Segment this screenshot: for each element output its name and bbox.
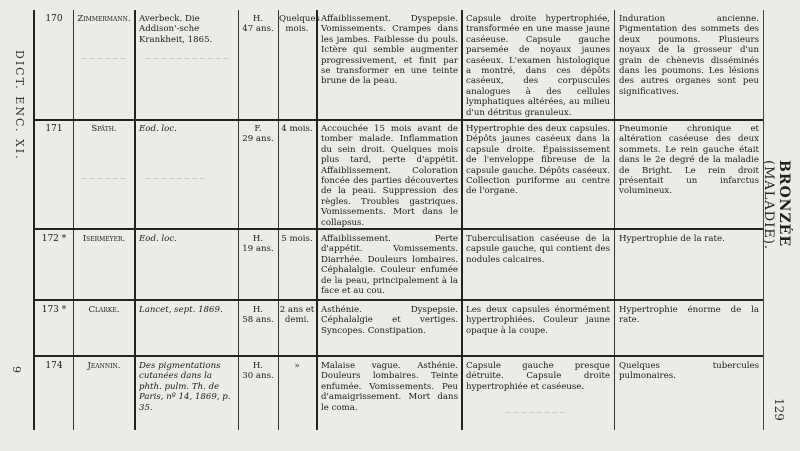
patient-sex: F.: [254, 124, 262, 134]
bleed-through: ~~~~~~: [81, 174, 128, 183]
symptoms: Asthénie. Dyspepsie. Céphalalgie et vertiges. Syncopes. Constipation.: [321, 305, 458, 336]
patient-name: Clarke.: [88, 305, 120, 315]
symptoms: Affaiblissement. Perte d'appétit. Vomissements. Diarrhée. Douleurs lombaires. Céphalalgie. Couleur enfumée de la peau, principalement à la face et au cou.: [321, 234, 458, 297]
disease-duration: 4 mois.: [281, 124, 313, 134]
case-number: 174: [45, 361, 63, 371]
column-rule: [238, 10, 239, 430]
disease-duration: 2 ans et demi.: [279, 305, 315, 326]
bleed-through: ~~~~~~~~: [505, 408, 567, 417]
patient-sex: H.: [252, 234, 264, 244]
source-reference: Eod. loc.: [139, 234, 177, 244]
patient-name: Jeannin.: [87, 361, 121, 371]
symptoms: Accouchée 15 mois avant de tomber malade. Inflammation du sein droit. Quelques mois plus tard, perte d'appétit. Affaiblissement. Coloration foncée des parties découvertes de la peau. Suppression des règles. Troubles gastriques. Vomissements. Mort dans le collapsus.: [321, 124, 458, 228]
patient-age: 47 ans.: [242, 24, 274, 34]
other-lesions: Pneumonie chronique et altération caséeuse des deux sommets. Le rein gauche était dans le 2e degré de la maladie de Bright. Le rein droit présentait un infarctus volumineux.: [619, 124, 759, 197]
column-rule: [614, 10, 615, 430]
row-rule: [35, 228, 763, 230]
patient-name: Isermeyer.: [82, 234, 126, 244]
symptoms: Malaise vague. Asthénie. Douleurs lombaires. Teinte enfumée. Vomissements. Peu d'amaigrissement. Mort dans le coma.: [321, 361, 458, 413]
page-number-right: 129: [772, 398, 786, 421]
capsule-lesions: Capsule droite hypertrophiée, transformée en une masse jaune caséeuse. Capsule gauche parsemée de noyaux jaunes caséeux. L'examen histologique a montré, dans ces dépôts caséeux, des corpuscules analogues à des cellules lymphatiques altérées, au milieu d'un détritus granuleux.: [466, 14, 610, 118]
patient-name: Zimmermann.: [77, 14, 131, 24]
other-lesions: Quelques tubercules pulmonaires.: [619, 361, 759, 382]
symptoms: Affaiblissement. Dyspepsie. Vomissements. Crampes dans les jambes. Faiblesse du pouls. Ictère qui semble augmenter progressivement, et finit par se transformer en une teinte brune de la peau.: [321, 14, 458, 87]
column-rule: [134, 10, 136, 430]
other-lesions: Hypertrophie énorme de la rate.: [619, 305, 759, 326]
patient-name: Späth.: [91, 124, 117, 134]
disease-duration: »: [294, 361, 300, 371]
patient-age: 58 ans.: [242, 315, 274, 325]
disease-duration: Quelques mois.: [279, 14, 320, 35]
patient-sex: H.: [252, 305, 264, 315]
source-reference: Averbeck. Die Addison'-sche Krankheit, 1865.: [139, 14, 213, 45]
case-number: 171: [45, 124, 63, 134]
row-rule: [35, 119, 763, 121]
patient-age: 29 ans.: [242, 134, 274, 144]
bleed-through: ~~~~~~~~: [145, 174, 207, 183]
patient-sex: H.: [252, 361, 264, 371]
row-rule: [35, 299, 763, 301]
row-rule: [35, 355, 763, 357]
case-number: 170: [45, 14, 63, 24]
running-header-left: DICT. ENC. XI.: [13, 50, 26, 161]
source-reference: Des pigmentations cutanées dans la phth. pulm. Th. de Paris, nº 14, 1869, p. 35.: [139, 361, 231, 413]
capsule-lesions: Capsule gauche presque détruite. Capsule droite hypertrophiée et caséeuse.: [466, 361, 610, 392]
other-lesions: Hypertrophie de la rate.: [619, 234, 725, 244]
case-number: 173 *: [41, 305, 67, 315]
page-number-left: 9: [10, 366, 23, 373]
other-lesions: Induration ancienne. Pigmentation des sommets des deux poumons. Plusieurs noyaux de la grosseur d'un grain de chènevis disséminés dans les poumons. Les lésions des autres organes sont peu significatives.: [619, 14, 759, 97]
disease-duration: 5 mois.: [281, 234, 313, 244]
running-title-sub: (MALADIE).: [761, 160, 776, 251]
column-rule: [461, 10, 463, 430]
column-rule: [316, 10, 318, 430]
capsule-lesions: Tuberculisation caséeuse de la capsule gauche, qui contient des nodules calcaires.: [466, 234, 610, 265]
source-reference: Eod. loc.: [139, 124, 177, 134]
running-title-right: [761, 160, 792, 320]
capsule-lesions: Hypertrophie des deux capsules. Dépôts jaunes caséeux dans la capsule droite. Épaississement de l'enveloppe fibreuse de la capsule gauche. Dépôts caséeux. Collection puriforme au centre de l'organe.: [466, 124, 610, 197]
source-reference: Lancet, sept. 1869.: [139, 305, 223, 315]
patient-sex: H.: [252, 14, 264, 24]
column-rule: [73, 10, 74, 430]
running-title-main: BRONZÉE: [776, 160, 792, 248]
bleed-through: ~~~~~~~~~~~: [145, 54, 230, 63]
capsule-lesions: Les deux capsules énormément hypertrophiées. Couleur jaune opaque à la coupe.: [466, 305, 610, 336]
case-number: 172 *: [41, 234, 67, 244]
bleed-through: ~~~~~~: [81, 54, 128, 63]
patient-age: 19 ans.: [242, 244, 274, 254]
case-table: [33, 10, 764, 430]
patient-age: 30 ans.: [242, 371, 274, 381]
